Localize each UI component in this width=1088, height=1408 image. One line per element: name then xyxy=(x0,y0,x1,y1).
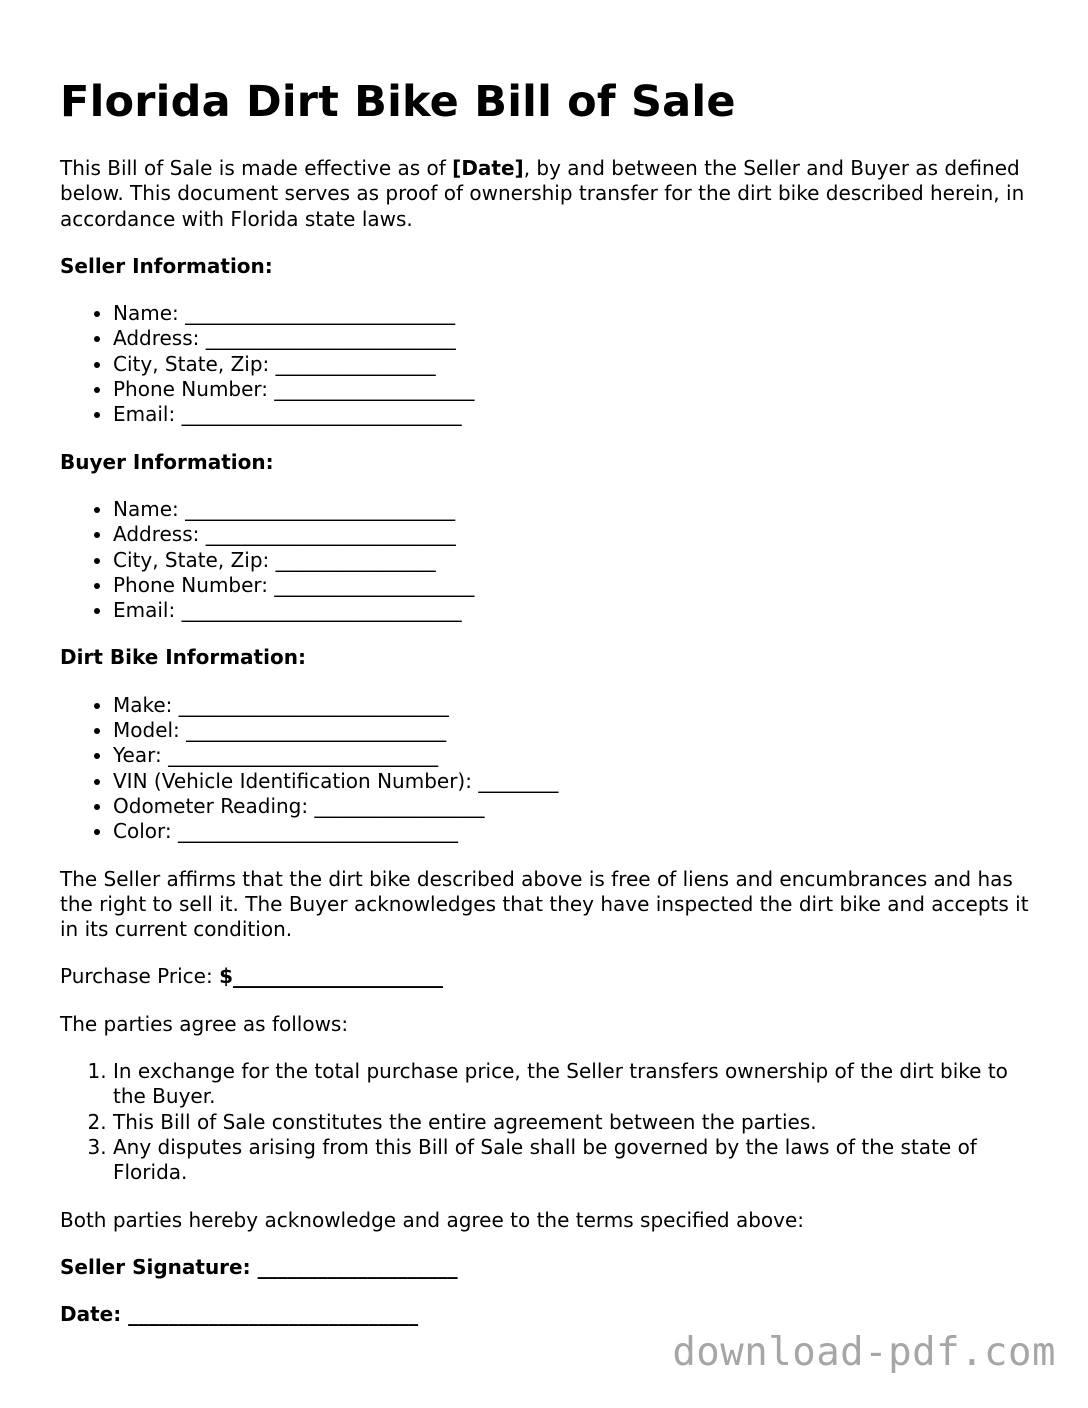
date-line: Date: _____________________________ xyxy=(60,1302,419,1327)
bike-vin-field: • VIN (Vehicle Identification Number): ________ xyxy=(113,769,1040,794)
seller-phone-field: • Phone Number: ____________________ xyxy=(113,377,1040,402)
buyer-city-field: • City, State, Zip: ________________ xyxy=(113,548,1040,573)
buyer-phone-field: • Phone Number: ____________________ xyxy=(113,573,1040,598)
seller-heading: Seller Information: xyxy=(60,253,273,278)
bike-heading: Dirt Bike Information: xyxy=(60,645,306,670)
document-page xyxy=(60,76,1040,1349)
seller-city-field: • City, State, Zip: ________________ xyxy=(113,352,1040,377)
intro-paragraph xyxy=(60,156,1040,232)
seller-signature-line: Seller Signature: ____________________ xyxy=(60,1254,458,1279)
bike-make-field: • Make: ___________________________ xyxy=(113,693,1040,718)
buyer-email-field: • Email: ____________________________ xyxy=(113,598,1040,623)
intro-after: , by and between the Seller and Buyer as defined below. This document serves as proof of ownership transfer for the dirt bike described herein, in accordance with Florida state laws. xyxy=(60,156,1025,231)
bike-model-field: • Model: __________________________ xyxy=(113,718,1040,743)
term-item: 3. Any disputes arising from this Bill of Sale shall be governed by the laws of the state of Florida. xyxy=(113,1135,1040,1186)
term-item: 1. In exchange for the total purchase price, the Seller transfers ownership of the dirt bike to the Buyer. xyxy=(113,1059,1040,1110)
date-placeholder: [Date] xyxy=(452,156,524,180)
seller-email-field: • Email: ____________________________ xyxy=(113,402,1040,427)
seller-address-field: • Address: _________________________ xyxy=(113,326,1040,351)
affirmation-paragraph: The Seller affirms that the dirt bike described above is free of liens and encumbrances and has the right to sell it. The Buyer acknowledges that they have inspected the dirt bike and accepts it in its current condition. xyxy=(60,866,1029,942)
watermark: download-pdf.com xyxy=(672,1330,1056,1375)
intro-before: This Bill of Sale is made effective as of xyxy=(60,156,453,180)
purchase-price-label: Purchase Price: xyxy=(60,964,220,989)
bike-list xyxy=(60,693,1040,845)
terms-list xyxy=(60,1059,1040,1185)
purchase-price-value: $_____________________ xyxy=(219,964,443,989)
buyer-address-field: • Address: _________________________ xyxy=(113,522,1040,547)
bike-odometer-field: • Odometer Reading: _________________ xyxy=(113,794,1040,819)
seller-list xyxy=(60,301,1040,427)
acknowledge-paragraph: Both parties hereby acknowledge and agree to the terms specified above: xyxy=(60,1207,805,1232)
seller-name-field: • Name: ___________________________ xyxy=(113,301,1040,326)
buyer-list xyxy=(60,497,1040,623)
agree-intro: The parties agree as follows: xyxy=(60,1011,349,1036)
buyer-heading: Buyer Information: xyxy=(60,449,274,474)
purchase-price xyxy=(60,964,1040,989)
page-title: Florida Dirt Bike Bill of Sale xyxy=(60,77,736,127)
buyer-name-field: • Name: ___________________________ xyxy=(113,497,1040,522)
bike-color-field: • Color: ____________________________ xyxy=(113,819,1040,844)
bike-year-field: • Year: ___________________________ xyxy=(113,743,1040,768)
term-item: 2. This Bill of Sale constitutes the entire agreement between the parties. xyxy=(113,1110,1040,1135)
